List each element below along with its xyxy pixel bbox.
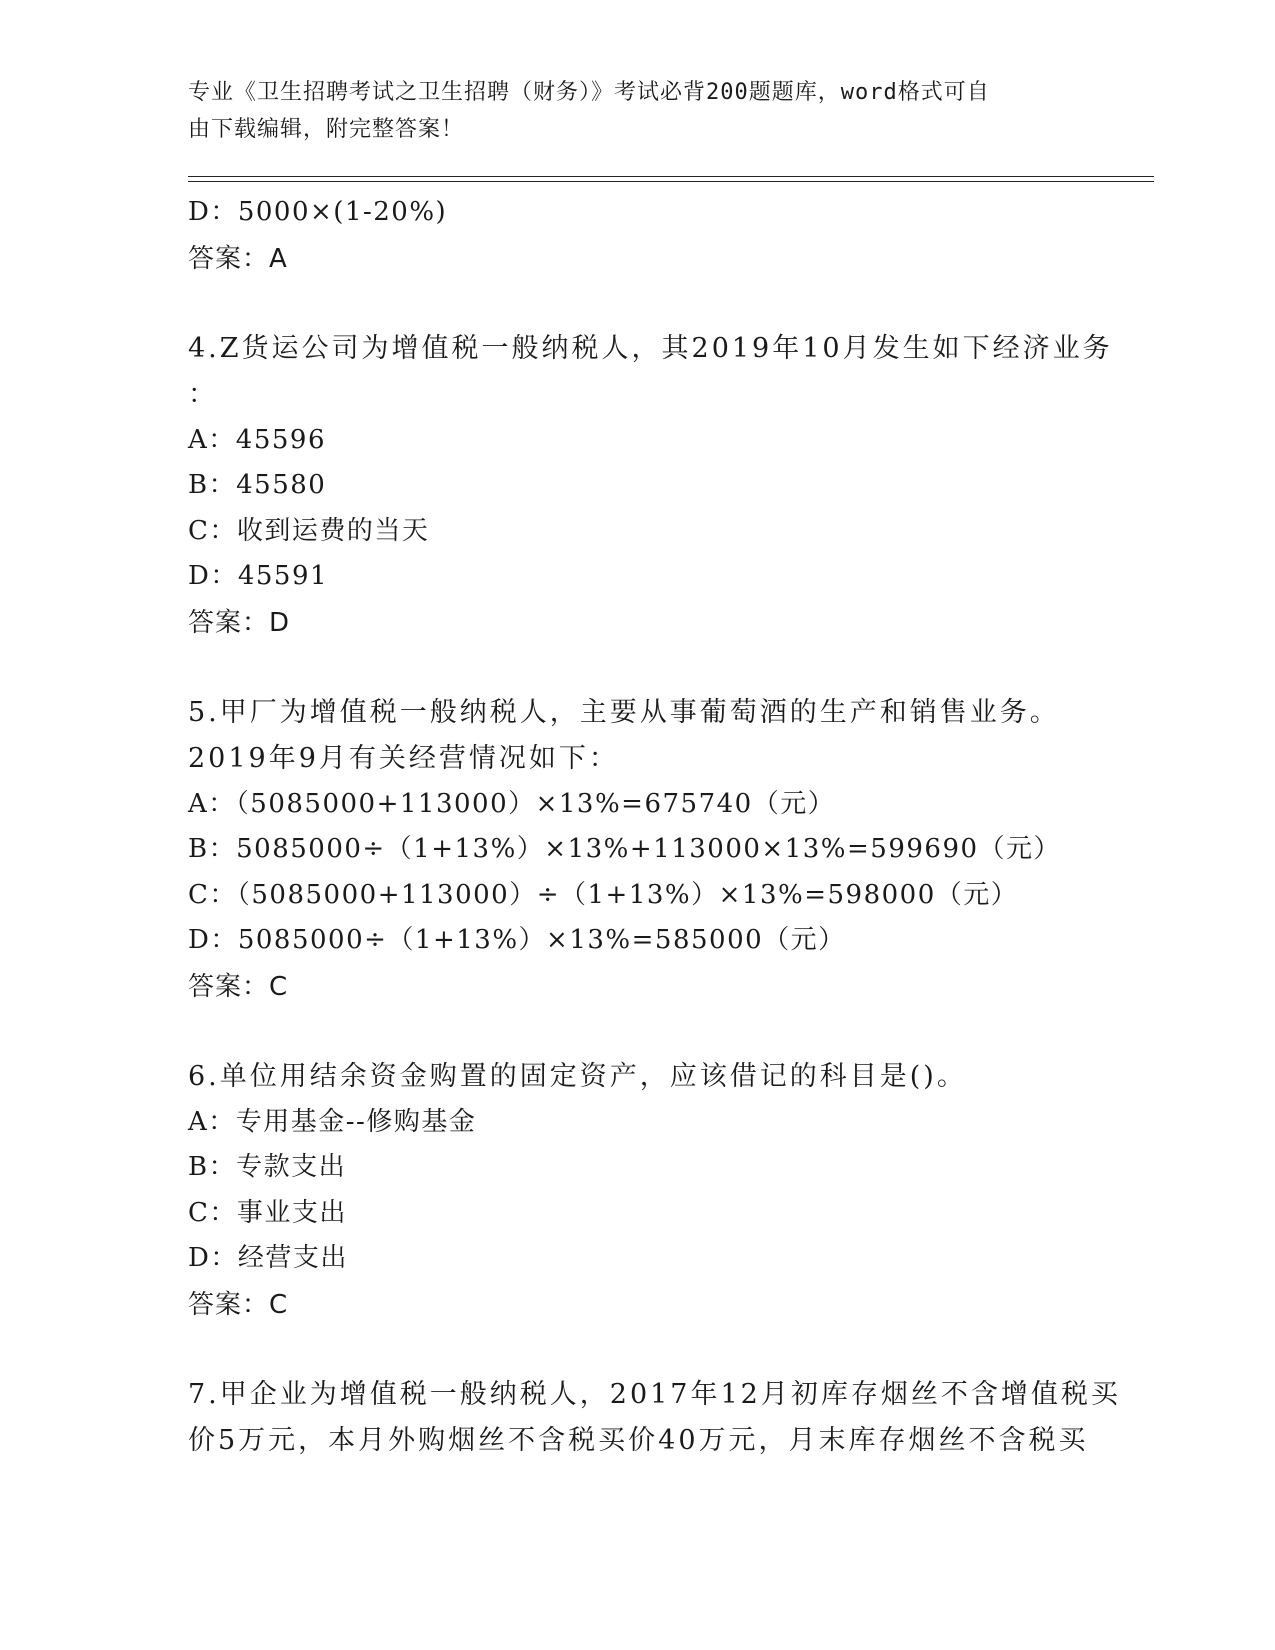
header-divider-bottom bbox=[188, 181, 1154, 182]
q3-option-d: D：5000×(1-20%) bbox=[188, 197, 448, 227]
q5-stem-line-2: 2019年9月有关经营情况如下： bbox=[188, 742, 619, 774]
header-divider-top bbox=[188, 176, 1154, 177]
q5-stem-line-1: 5.甲厂为增值税一般纳税人，主要从事葡萄酒的生产和销售业务。 bbox=[188, 696, 1060, 728]
q4-option-b: B：45580 bbox=[188, 470, 327, 500]
q6-option-a: A：专用基金--修购基金 bbox=[188, 1106, 477, 1137]
q5-answer: 答案：C bbox=[188, 971, 289, 1002]
q6-option-b: B：专款支出 bbox=[188, 1152, 347, 1182]
q5-option-b: B：5085000÷（1+13%）×13%+113000×13%=599690（元） bbox=[188, 834, 1062, 864]
question-4 bbox=[188, 326, 1113, 646]
q5-option-c: C：（5085000+113000）÷（1+13%）×13%=598000（元） bbox=[188, 879, 1019, 910]
question-5 bbox=[188, 690, 1088, 1010]
document-body bbox=[188, 190, 1121, 1464]
question-3 bbox=[188, 190, 1088, 282]
q3-answer: 答案：A bbox=[188, 243, 288, 274]
q6-stem-line-1: 6.单位用结余资金购置的固定资产，应该借记的科目是()。 bbox=[188, 1060, 967, 1092]
q6-option-c: C：事业支出 bbox=[188, 1197, 347, 1228]
q4-option-a: A：45596 bbox=[188, 424, 326, 455]
q5-option-a: A：（5085000+113000）×13%=675740（元） bbox=[188, 788, 836, 819]
header-line-1: 专业《卫生招聘考试之卫生招聘（财务）》考试必背200题题库，word格式可自 bbox=[188, 80, 990, 105]
q4-stem-line-1: 4.Z货运公司为增值税一般纳税人，其2019年10月发生如下经济业务 bbox=[188, 332, 1113, 364]
q4-stem-line-2: ： bbox=[188, 378, 218, 410]
q4-answer: 答案：D bbox=[188, 607, 291, 638]
q4-option-c: C：收到运费的当天 bbox=[188, 515, 430, 546]
q5-option-d: D：5085000÷（1+13%）×13%=585000（元） bbox=[188, 925, 846, 955]
q6-answer: 答案：C bbox=[188, 1289, 289, 1320]
q4-option-d: D：45591 bbox=[188, 561, 329, 591]
header-line-2: 由下载编辑，附完整答案！ bbox=[188, 117, 465, 142]
q7-stem-line-1: 7.甲企业为增值税一般纳税人，2017年12月初库存烟丝不含增值税买 bbox=[188, 1378, 1121, 1410]
q6-option-d: D：经营支出 bbox=[188, 1243, 348, 1273]
question-6 bbox=[188, 1054, 1088, 1328]
question-7 bbox=[188, 1372, 1121, 1464]
q7-stem-line-2: 价5万元，本月外购烟丝不含税买价40万元，月末库存烟丝不含税买 bbox=[188, 1424, 1089, 1456]
document-header bbox=[188, 74, 1068, 148]
